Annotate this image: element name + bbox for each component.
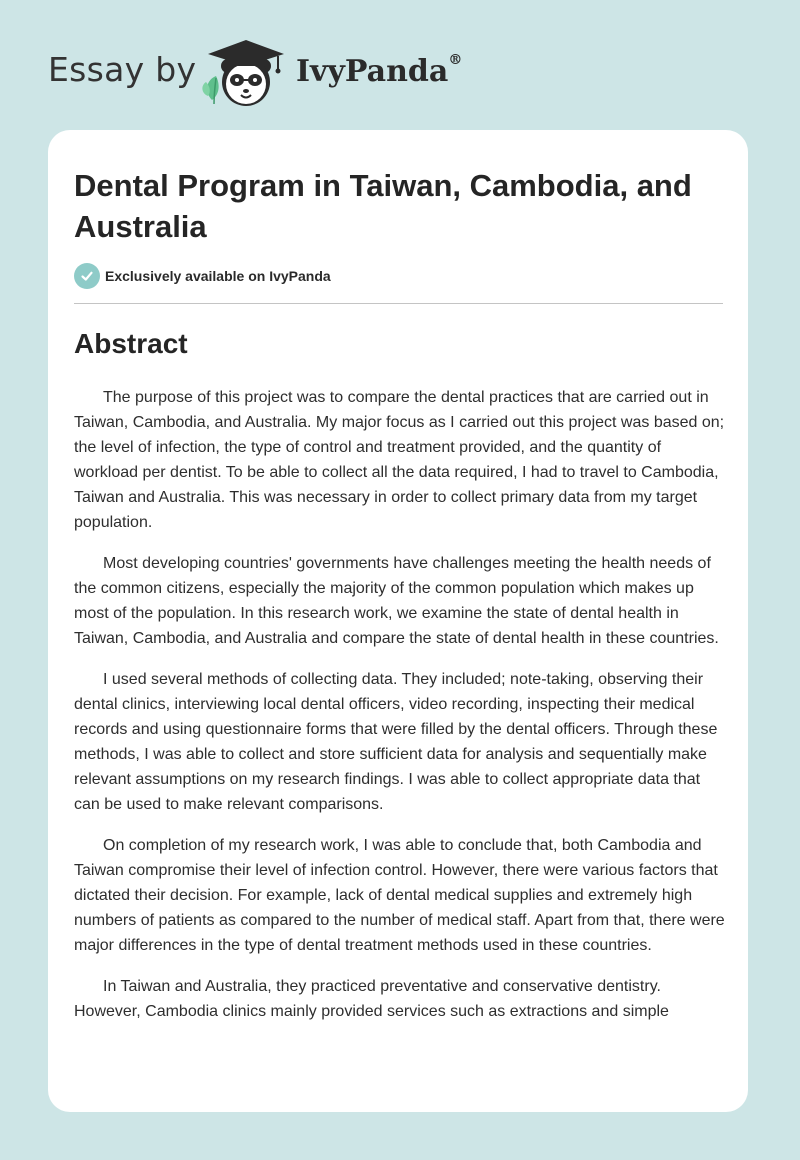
essay-by-label: Essay by <box>48 50 197 89</box>
article-body <box>74 385 726 1040</box>
exclusive-badge <box>74 263 331 289</box>
paragraph: On completion of my research work, I was able to conclude that, both Cambodia and Taiwan compromise their level of infection control. However, there were various factors that dictated their decision. For example, lack of dental medical supplies and extremely high numbers of patients as compared to the number of medical staff. Apart from that, there were major differences in the type of dental treatment methods used in these countries. <box>74 837 725 954</box>
panda-graduate-logo-icon[interactable] <box>198 34 294 110</box>
paragraph: The purpose of this project was to compare the dental practices that are carried out in Taiwan, Cambodia, and Australia. My major focus as I carried out this project was based on; the level of infection, the type of control and treatment provided, and the quantity of workload per dentist. To be able to collect all the data required, I had to travel to Cambodia, Taiwan and Australia. This was necessary in order to collect primary data from my target population. <box>74 389 725 531</box>
registered-mark: ® <box>448 52 463 68</box>
check-icon <box>74 263 100 289</box>
divider <box>74 303 723 304</box>
paragraph: Most developing countries' governments have challenges meeting the health needs of the common citizens, especially the majority of the common population which makes up most of the population. In this research work, we examine the state of dental health in Taiwan, Cambodia, and Australia and compare the state of dental health in these countries. <box>74 555 719 647</box>
brand-name[interactable]: IvyPanda® <box>296 52 463 89</box>
site-header <box>0 0 800 120</box>
section-heading-abstract: Abstract <box>74 328 188 359</box>
article-title: Dental Program in Taiwan, Cambodia, and Australia <box>74 168 692 244</box>
paragraph: In Taiwan and Australia, they practiced preventative and conservative dentistry. However, Cambodia clinics mainly provided services such as extractions and simple <box>74 978 669 1020</box>
paragraph: I used several methods of collecting data. They included; note-taking, observing their dental clinics, interviewing local dental officers, video recording, inspecting their medical records and using questionnaire forms that were filled by the dental officers. Through these methods, I was able to collect and store sufficient data for analysis and sequentially make relevant assumptions on my research findings. I was able to collect appropriate data that can be used to make relevant comparisons. <box>74 671 718 813</box>
article-card <box>48 130 748 1112</box>
exclusive-badge-text: Exclusively available on IvyPanda <box>105 268 331 284</box>
